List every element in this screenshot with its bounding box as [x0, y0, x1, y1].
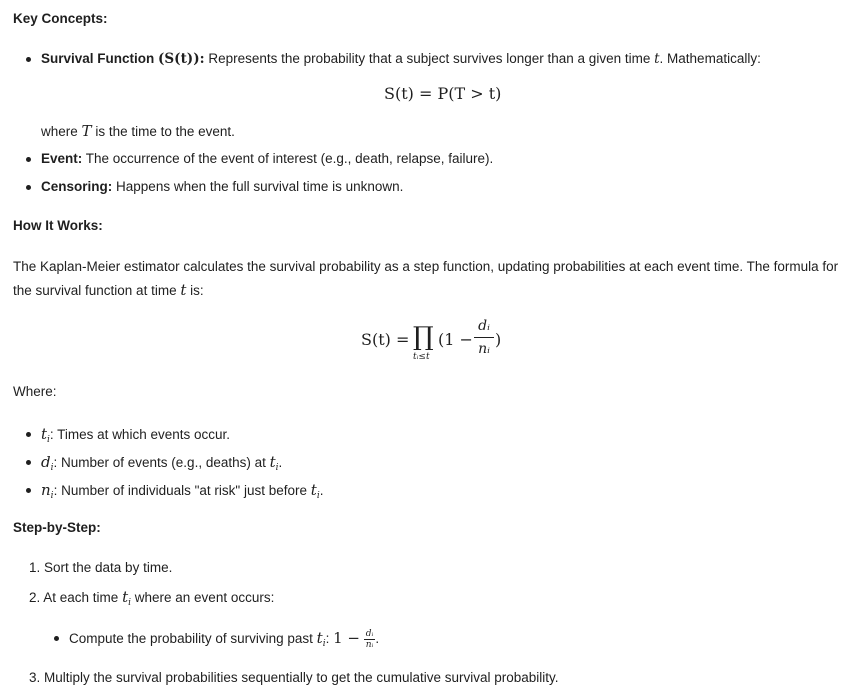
para-suffix: is: — [190, 283, 204, 298]
where-T-line — [41, 122, 235, 140]
product-subscript: tᵢ≤t — [413, 352, 430, 362]
step-2: 2. At each time $t_i$ where an event occurs: — [29, 588, 275, 608]
how-it-works-heading: How It Works: — [13, 218, 103, 233]
km-paragraph-line1: The Kaplan-Meier estimator calculates the survival probability as a step function, updating probabilities at each event time. The formula for — [13, 259, 839, 274]
censoring-item — [41, 179, 403, 194]
survival-desc: Represents the probability that a subject survives longer than a given time — [208, 51, 651, 66]
survival-var: t — [654, 51, 660, 67]
bullet-icon — [26, 488, 31, 493]
where-prefix: where — [41, 124, 78, 139]
para-var: t — [180, 281, 187, 299]
step-by-step-heading: Step-by-Step: — [13, 520, 101, 535]
bullet-icon — [26, 432, 31, 437]
where-label: Where: — [13, 384, 57, 399]
survival-function-item — [41, 51, 761, 67]
km-numerator: dᵢ — [478, 318, 490, 334]
para-prefix: the survival function at time — [13, 283, 177, 298]
km-lhs: S(t) = — [361, 330, 410, 349]
bullet-icon — [26, 185, 31, 190]
km-denominator: nᵢ — [478, 341, 490, 357]
survival-term: Survival Function — [41, 51, 155, 66]
where-item-d: $d_i$: Number of events (e.g., deaths) at $t_i$. — [41, 453, 283, 473]
survival-term-math: (S(t)): — [158, 51, 205, 67]
step-2-subitem: Compute the probability of surviving past $t_i$: 1 − $\frac{\text{dᵢ}}{\text{nᵢ}}$ . — [69, 628, 380, 650]
survival-equation: S(t) = P(T > t) — [384, 84, 502, 103]
key-concepts-heading: Key Concepts: — [13, 11, 108, 26]
where-item-n: $n_i$: Number of individuals "at risk" just before $t_i$. — [41, 481, 324, 501]
bullet-icon — [26, 57, 31, 62]
bullet-icon — [26, 157, 31, 162]
km-paragraph-line2 — [13, 281, 204, 299]
step-3: 3. Multiply the survival probabilities sequentially to get the cumulative survival probability. — [29, 670, 559, 685]
event-term: Event: — [41, 151, 83, 166]
km-open: (1 − — [438, 330, 473, 349]
km-close: ) — [495, 330, 502, 349]
step-1: 1. Sort the data by time. — [29, 560, 173, 575]
product-symbol: ∏ — [413, 322, 434, 352]
event-desc: The occurrence of the event of interest (e.g., death, relapse, failure). — [85, 151, 494, 166]
survival-desc-end: . Mathematically: — [659, 51, 761, 66]
where-var: T — [81, 122, 92, 140]
where-item-t: $t_i$: Times at which events occur. — [41, 425, 230, 445]
km-fraction-bar — [474, 337, 494, 338]
censoring-desc: Happens when the full survival time is unknown. — [116, 179, 404, 194]
censoring-term: Censoring: — [41, 179, 113, 194]
bullet-icon — [26, 460, 31, 465]
where-suffix: is the time to the event. — [95, 124, 235, 139]
event-item — [41, 151, 493, 166]
step-fraction: $\frac{\text{dᵢ}}{\text{nᵢ}}$ — [365, 628, 374, 650]
bullet-icon — [54, 636, 59, 641]
